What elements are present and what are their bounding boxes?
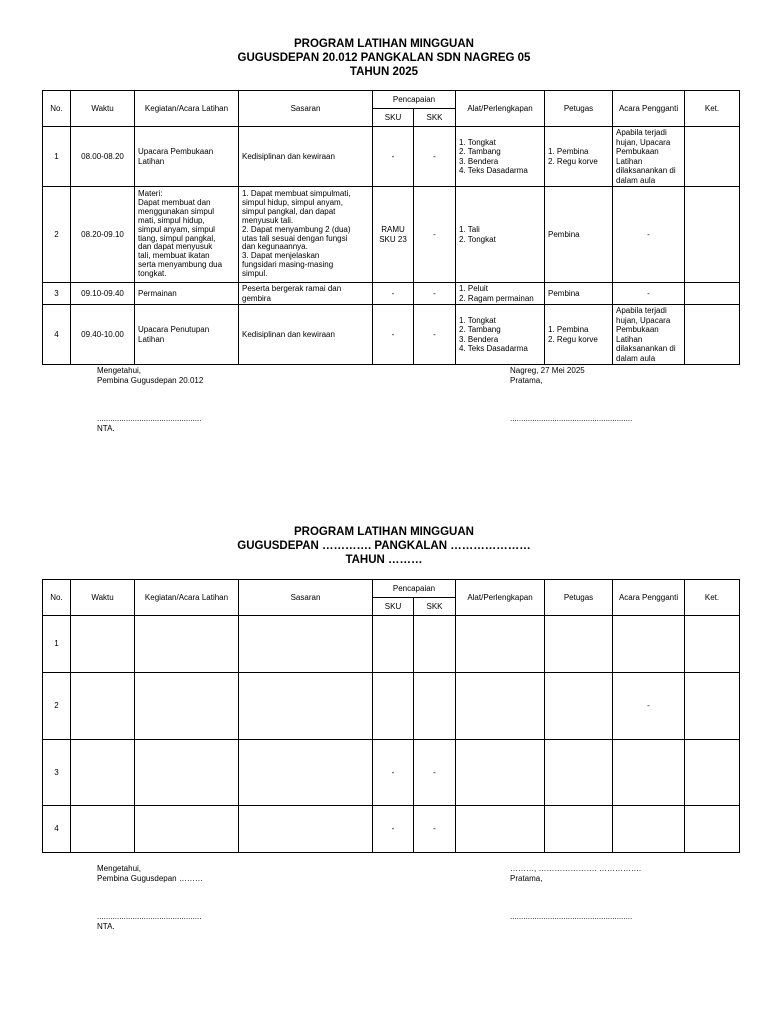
- cell-no: 2: [43, 673, 71, 740]
- cell-sku: [373, 616, 414, 673]
- cell-sku: -: [373, 305, 414, 365]
- header-kegiatan: Kegiatan/Acara Latihan: [135, 580, 239, 616]
- cell-no: 3: [43, 740, 71, 806]
- cell-skk: -: [414, 283, 456, 305]
- cell-kegiatan: [135, 806, 239, 853]
- cell-no: 3: [43, 283, 71, 305]
- cell-petugas: 1. Pembina 2. Regu korve: [545, 127, 613, 187]
- doc1-title-line3: TAHUN 2025: [349, 66, 419, 78]
- header-sasaran: Sasaran: [239, 91, 373, 127]
- table-row: [43, 740, 740, 806]
- cell-alat: [456, 673, 545, 740]
- cell-sasaran: Kedisiplinan dan kewiraan: [239, 127, 373, 187]
- cell-kegiatan: [135, 740, 239, 806]
- cell-sasaran: [239, 740, 373, 806]
- cell-acara-pengganti: -: [613, 187, 685, 283]
- cell-waktu: 09.40-10.00: [71, 305, 135, 365]
- doc1-signature-left: Mengetahui, Pembina Gugusdepan 20.012: [97, 366, 204, 385]
- cell-waktu: [71, 740, 135, 806]
- cell-alat: [456, 740, 545, 806]
- cell-skk: [414, 673, 456, 740]
- cell-sku: RAMU SKU 23: [373, 187, 414, 283]
- doc1-signature-right: Nagreg, 27 Mei 2025 Pratama,: [510, 366, 585, 385]
- cell-no: 4: [43, 806, 71, 853]
- cell-petugas: Pembina: [545, 283, 613, 305]
- table-row: [43, 616, 740, 673]
- header-waktu: Waktu: [71, 580, 135, 616]
- doc2-title-line2: GUGUSDEPAN …………. PANGKALAN …………………: [237, 540, 531, 552]
- cell-petugas: [545, 616, 613, 673]
- cell-waktu: 08.00-08.20: [71, 127, 135, 187]
- cell-kegiatan: Upacara Penutupan Latihan: [135, 305, 239, 365]
- header-acara-pengganti: Acara Pengganti: [613, 91, 685, 127]
- header-sku: SKU: [373, 109, 414, 127]
- cell-sasaran: 1. Dapat membuat simpulmati, simpul hidup, simpul anyam, simpul pangkal, dan dapat menyusuk tali. 2. Dapat menyambung 2 (dua) utas tali sesuai dengan fungsi dan kegunaannya. 3. Dapat menjelaskan fungsidari masing-masing simpul.: [239, 187, 373, 283]
- cell-acara-pengganti: [613, 616, 685, 673]
- cell-skk: -: [414, 305, 456, 365]
- header-pencapaian: Pencapaian: [373, 580, 456, 598]
- cell-sku: -: [373, 740, 414, 806]
- cell-sasaran: Kedisiplinan dan kewiraan: [239, 305, 373, 365]
- cell-sku: [373, 673, 414, 740]
- doc2-signature-left-line: ............................................... NTA.: [97, 912, 202, 931]
- header-kegiatan: Kegiatan/Acara Latihan: [135, 91, 239, 127]
- table-row: [43, 673, 740, 740]
- cell-sasaran: [239, 616, 373, 673]
- cell-no: 1: [43, 616, 71, 673]
- cell-petugas: [545, 673, 613, 740]
- cell-kegiatan: [135, 673, 239, 740]
- cell-skk: [414, 616, 456, 673]
- cell-sku: -: [373, 806, 414, 853]
- cell-no: 2: [43, 187, 71, 283]
- header-waktu: Waktu: [71, 91, 135, 127]
- cell-alat: 1. Tongkat 2. Tambang 3. Bendera 4. Teks Dasadarma: [456, 127, 545, 187]
- cell-waktu: 09.10-09.40: [71, 283, 135, 305]
- cell-no: 1: [43, 127, 71, 187]
- cell-skk: -: [414, 740, 456, 806]
- header-no: No.: [43, 91, 71, 127]
- doc2-title-line3: TAHUN ………: [345, 554, 423, 566]
- doc2-signature-right: ………, …………………. ……………. Pratama,: [510, 864, 642, 883]
- doc2-title-line1: PROGRAM LATIHAN MINGGUAN: [294, 526, 474, 538]
- cell-petugas: [545, 740, 613, 806]
- cell-kegiatan: [135, 616, 239, 673]
- cell-sasaran: [239, 806, 373, 853]
- cell-ket: [685, 616, 740, 673]
- cell-skk: -: [414, 127, 456, 187]
- cell-sasaran: [239, 673, 373, 740]
- header-acara-pengganti: Acara Pengganti: [613, 580, 685, 616]
- table-row: [43, 187, 740, 283]
- cell-sku: -: [373, 127, 414, 187]
- table-row: [43, 806, 740, 853]
- cell-ket: [685, 127, 740, 187]
- doc2-signature-right-line: .......................................................: [510, 912, 633, 921]
- table-row: [43, 305, 740, 365]
- cell-petugas: 1. Pembina 2. Regu korve: [545, 305, 613, 365]
- header-pencapaian: Pencapaian: [373, 91, 456, 109]
- cell-petugas: [545, 806, 613, 853]
- header-petugas: Petugas: [545, 91, 613, 127]
- cell-sku: -: [373, 283, 414, 305]
- cell-acara-pengganti: Apabila terjadi hujan, Upacara Pembukaan Latihan dilaksanankan di dalam aula: [613, 305, 685, 365]
- header-skk: SKK: [414, 598, 456, 616]
- cell-acara-pengganti: Apabila terjadi hujan, Upacara Pembukaan Latihan dilaksanankan di dalam aula: [613, 127, 685, 187]
- doc1-title-line2: GUGUSDEPAN 20.012 PANGKALAN SDN NAGREG 05: [237, 52, 531, 64]
- doc2-signature-left: Mengetahui, Pembina Gugusdepan ………: [97, 864, 203, 883]
- cell-acara-pengganti: -: [613, 673, 685, 740]
- header-alat: Alat/Perlengkapan: [456, 91, 545, 127]
- cell-ket: [685, 673, 740, 740]
- cell-sasaran: Peserta bergerak ramai dan gembira: [239, 283, 373, 305]
- cell-kegiatan: Upacara Pembukaan Latihan: [135, 127, 239, 187]
- cell-ket: [685, 283, 740, 305]
- header-ket: Ket.: [685, 91, 740, 127]
- cell-kegiatan: Permainan: [135, 283, 239, 305]
- doc1-signature-right-line: .......................................................: [510, 414, 633, 423]
- cell-kegiatan: Materi: Dapat membuat dan menggunakan simpul mati, simpul hidup, simpul anyam, simpul tiang, simpul pangkal, dan dapat menyusuk tali, membuat ikatan serta menyambung dua tongkat.: [135, 187, 239, 283]
- cell-ket: [685, 187, 740, 283]
- header-ket: Ket.: [685, 580, 740, 616]
- cell-ket: [685, 305, 740, 365]
- cell-skk: -: [414, 187, 456, 283]
- cell-waktu: 08.20-09.10: [71, 187, 135, 283]
- header-skk: SKK: [414, 109, 456, 127]
- cell-acara-pengganti: -: [613, 283, 685, 305]
- table-row: [43, 283, 740, 305]
- cell-petugas: Pembina: [545, 187, 613, 283]
- table-row: [43, 127, 740, 187]
- doc1-signature-left-line: ............................................... NTA.: [97, 414, 202, 433]
- header-sasaran: Sasaran: [239, 580, 373, 616]
- cell-waktu: [71, 616, 135, 673]
- cell-skk: -: [414, 806, 456, 853]
- cell-alat: [456, 616, 545, 673]
- doc1-program-table: [42, 90, 740, 365]
- doc2-program-table: [42, 579, 740, 853]
- doc1-title-line1: PROGRAM LATIHAN MINGGUAN: [294, 38, 474, 50]
- header-petugas: Petugas: [545, 580, 613, 616]
- cell-ket: [685, 806, 740, 853]
- header-sku: SKU: [373, 598, 414, 616]
- cell-ket: [685, 740, 740, 806]
- cell-alat: [456, 806, 545, 853]
- cell-alat: 1. Tali 2. Tongkat: [456, 187, 545, 283]
- cell-alat: 1. Tongkat 2. Tambang 3. Bendera 4. Teks Dasadarma: [456, 305, 545, 365]
- cell-waktu: [71, 673, 135, 740]
- cell-alat: 1. Peluit 2. Ragam permainan: [456, 283, 545, 305]
- header-alat: Alat/Perlengkapan: [456, 580, 545, 616]
- header-no: No.: [43, 580, 71, 616]
- cell-acara-pengganti: [613, 806, 685, 853]
- cell-waktu: [71, 806, 135, 853]
- cell-acara-pengganti: [613, 740, 685, 806]
- cell-no: 4: [43, 305, 71, 365]
